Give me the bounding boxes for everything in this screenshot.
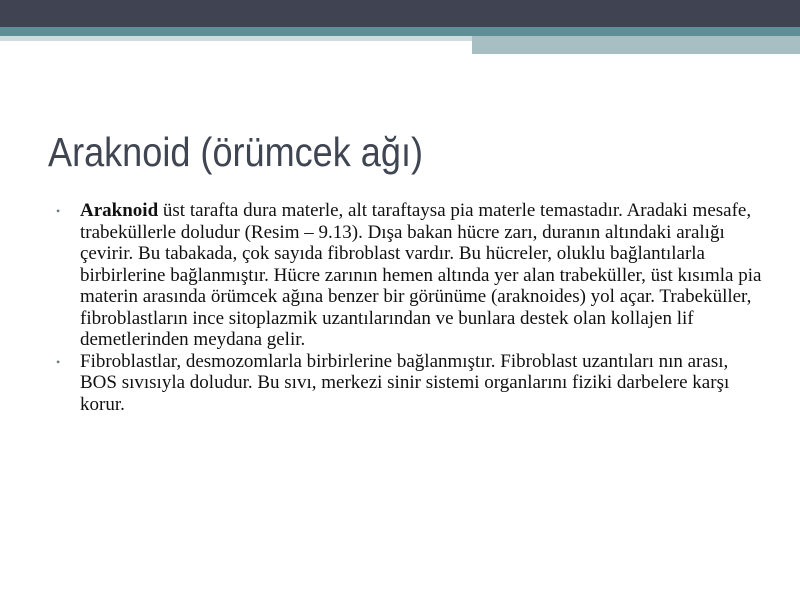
- bullet-dot-icon: •: [56, 354, 61, 369]
- header-band-teal: [0, 27, 800, 36]
- header-band-light-left: [0, 36, 472, 41]
- bullet-term: Araknoid: [80, 200, 159, 221]
- slide-title: Araknoid (örümcek ağı): [48, 129, 423, 175]
- bullet-text: Fibroblastlar, desmozomlarla birbirlerine bağlanmıştır. Fibroblast uzantıları nın arası, BOS sıvısıyla doludur. Bu sıvı, merkezi sinir sistemi organlarını fiziki darbelere karşı korur.: [80, 350, 730, 415]
- bullet-item-araknoid: [52, 200, 762, 351]
- header-band-dark: [0, 0, 800, 27]
- header-band-light: [472, 36, 800, 54]
- bullet-dot-icon: •: [56, 204, 61, 218]
- bullet-item-fibroblast: [52, 351, 762, 416]
- bullet-text: üst tarafta dura materle, alt taraftaysa pia materle temastadır. Aradaki mesafe, trabeküllerle doludur (Resim – 9.13). Dışa bakan hücre zarı, duranın altındaki aralığı çevirir. Bu tabakada, çok sayıda fibroblast vardır. Bu hücreler, oluklu bağlantılarla birbirlerine bağlanmıştır. Hücre zarının hemen altında yer alan trabeküller, üst kısımla pia materin arasında örümcek ağına benzer bir görünüme (araknoides) yol açar. Trabeküller, fibroblastların ince sitoplazmik uzantılarından ve bunlara destek olan kollajen lif demetlerinden meydana gelir.: [80, 200, 762, 350]
- bullet-list: [52, 200, 762, 415]
